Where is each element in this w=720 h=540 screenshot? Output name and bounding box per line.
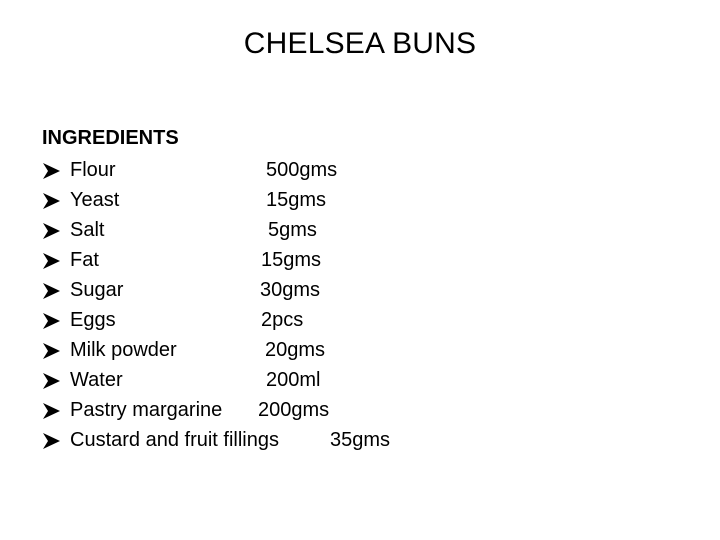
arrow-bullet-icon bbox=[42, 425, 62, 455]
ingredient-quantity: 5gms bbox=[268, 219, 317, 241]
ingredients-heading: INGREDIENTS bbox=[42, 127, 179, 149]
ingredient-quantity: 20gms bbox=[265, 339, 326, 361]
arrow-bullet-icon bbox=[42, 155, 62, 185]
ingredient-quantity: 200ml bbox=[266, 369, 321, 391]
arrow-bullet-icon bbox=[42, 275, 62, 305]
ingredient-name: Custard and fruit fillings bbox=[70, 429, 279, 451]
ingredient-quantity: 15gms bbox=[266, 189, 327, 211]
ingredient-name: Salt bbox=[70, 219, 105, 241]
arrow-bullet-icon bbox=[42, 395, 62, 425]
arrow-bullet-icon bbox=[42, 335, 62, 365]
page-title: CHELSEA BUNS bbox=[243, 27, 477, 60]
ingredient-name: Flour bbox=[70, 159, 116, 181]
ingredient-name: Water bbox=[70, 369, 123, 391]
ingredient-name: Yeast bbox=[70, 189, 120, 211]
arrow-bullet-icon bbox=[42, 305, 62, 335]
ingredient-quantity: 200gms bbox=[258, 399, 330, 421]
ingredient-name: Fat bbox=[70, 249, 99, 271]
ingredient-quantity: 500gms bbox=[266, 159, 338, 181]
arrow-bullet-icon bbox=[42, 215, 62, 245]
arrow-bullet-icon bbox=[42, 365, 62, 395]
arrow-bullet-icon bbox=[42, 185, 62, 215]
ingredient-quantity: 2pcs bbox=[261, 309, 304, 331]
ingredient-quantity: 15gms bbox=[261, 249, 322, 271]
ingredient-quantity: 35gms bbox=[330, 429, 391, 451]
ingredient-name: Milk powder bbox=[70, 339, 177, 361]
ingredient-name: Eggs bbox=[70, 309, 116, 331]
ingredient-quantity: 30gms bbox=[260, 279, 321, 301]
ingredient-name: Sugar bbox=[70, 279, 124, 301]
ingredient-name: Pastry margarine bbox=[70, 399, 223, 421]
arrow-bullet-icon bbox=[42, 245, 62, 275]
